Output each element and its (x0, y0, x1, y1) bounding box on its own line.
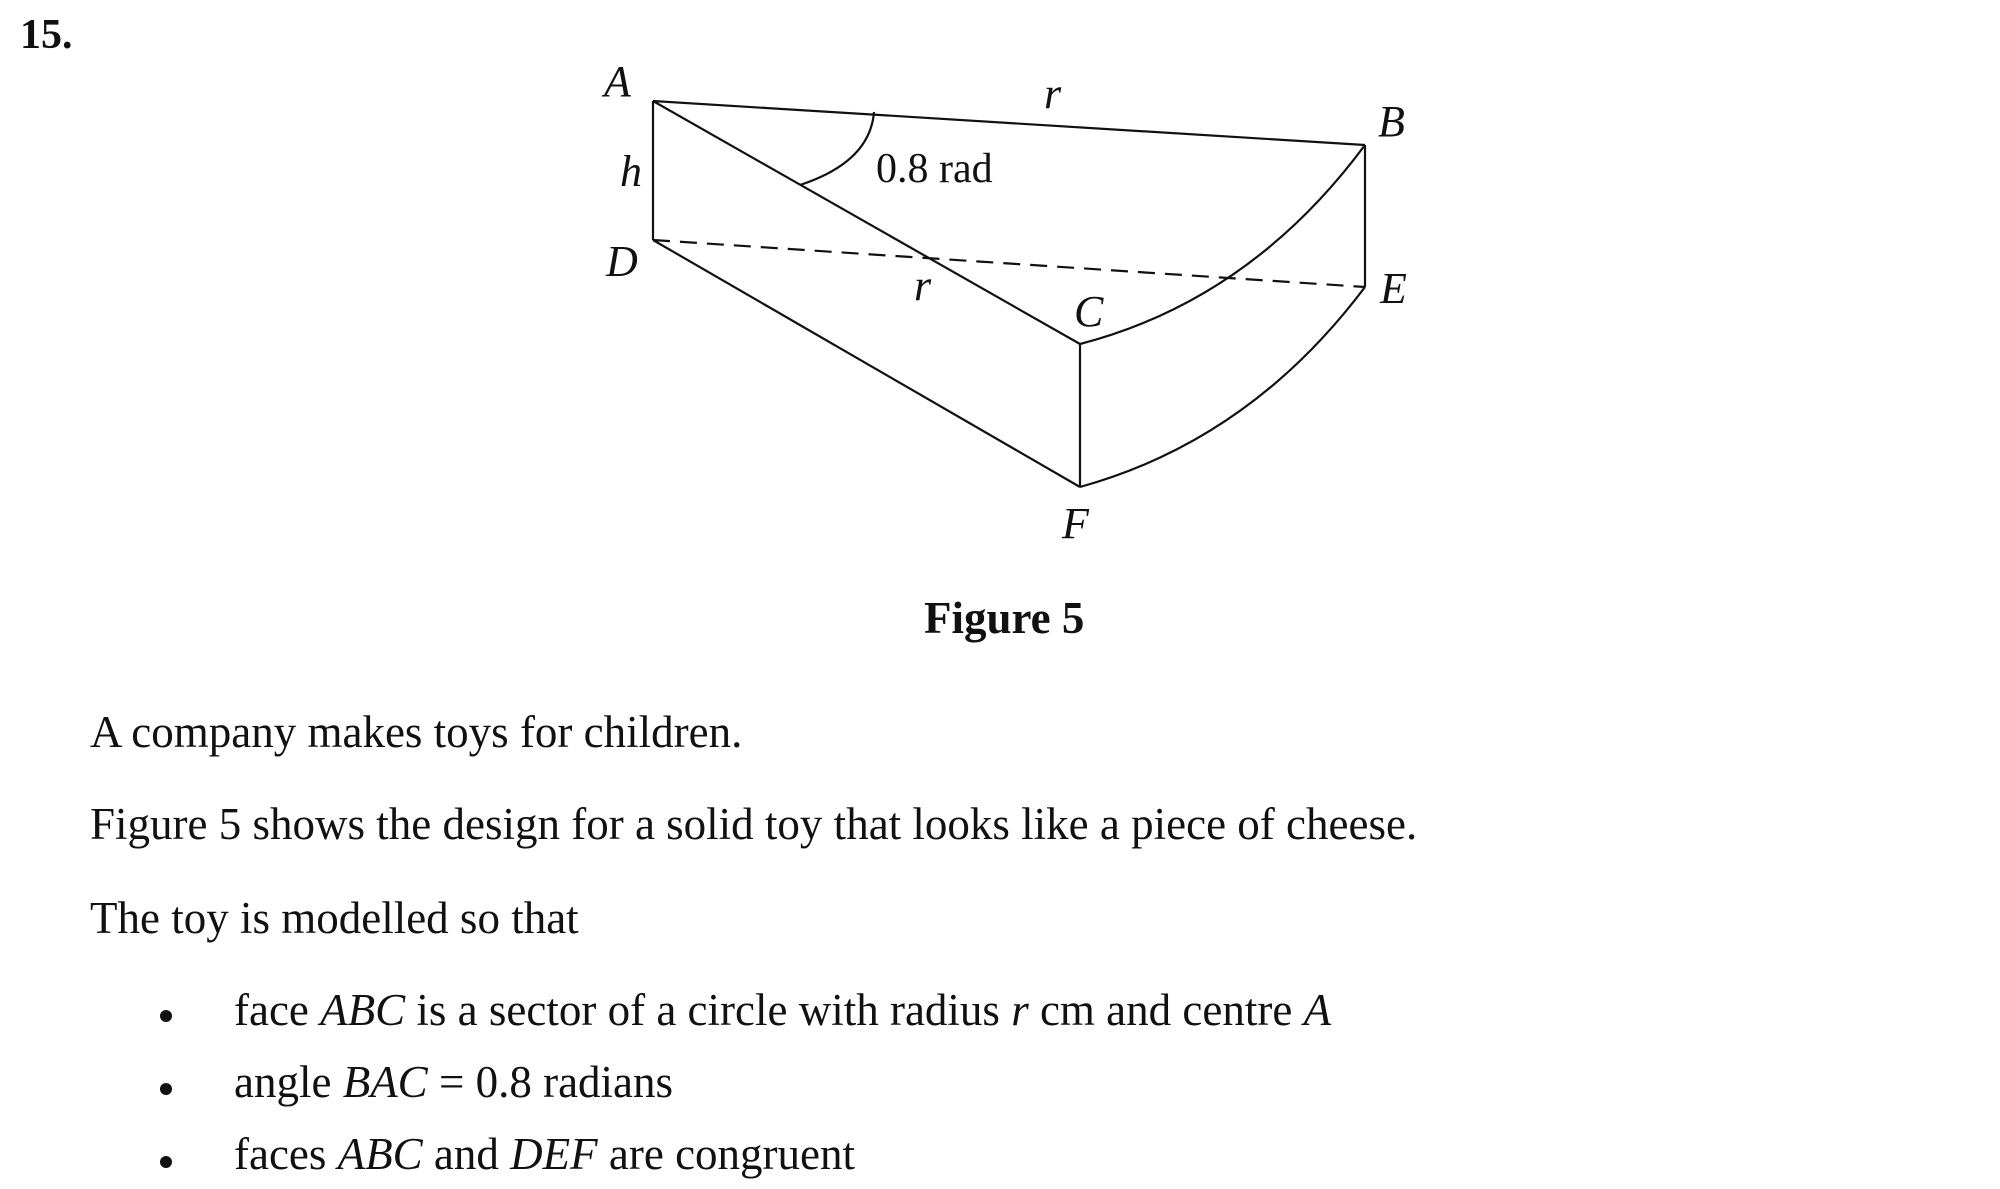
label-r-top: r (1044, 69, 1062, 118)
bullet-dot (160, 1083, 172, 1095)
label-h: h (620, 147, 642, 196)
paragraph-1: A company makes toys for children. (90, 707, 743, 757)
label-B: B (1378, 97, 1405, 146)
label-C: C (1074, 287, 1104, 336)
label-E: E (1380, 264, 1407, 313)
label-D: D (606, 237, 638, 286)
bullet-dot (160, 1156, 172, 1168)
label-F: F (1062, 499, 1089, 548)
paragraph-2: Figure 5 shows the design for a solid toy that looks like a piece of cheese. (90, 799, 1418, 849)
arc-BC (1080, 145, 1365, 344)
bullet-1: face ABC is a sector of a circle with radius r cm and centre A (234, 985, 1332, 1035)
label-r-side: r (914, 261, 932, 310)
edge-DF (653, 240, 1080, 487)
angle-arc (800, 112, 874, 185)
bullet-2: angle BAC = 0.8 radians (234, 1057, 674, 1107)
paragraph-3: The toy is modelled so that (90, 893, 579, 943)
bullet-dot (160, 1010, 172, 1022)
label-angle: 0.8 rad (876, 146, 993, 192)
bullet-3: faces ABC and DEF are congruent (234, 1129, 856, 1179)
hidden-edge-DE (653, 240, 1365, 287)
arc-EF (1080, 287, 1365, 487)
label-A: A (604, 57, 631, 106)
edge-AB (653, 101, 1365, 145)
figure-caption: Figure 5 (924, 593, 1085, 643)
question-number: 15. (20, 12, 73, 58)
